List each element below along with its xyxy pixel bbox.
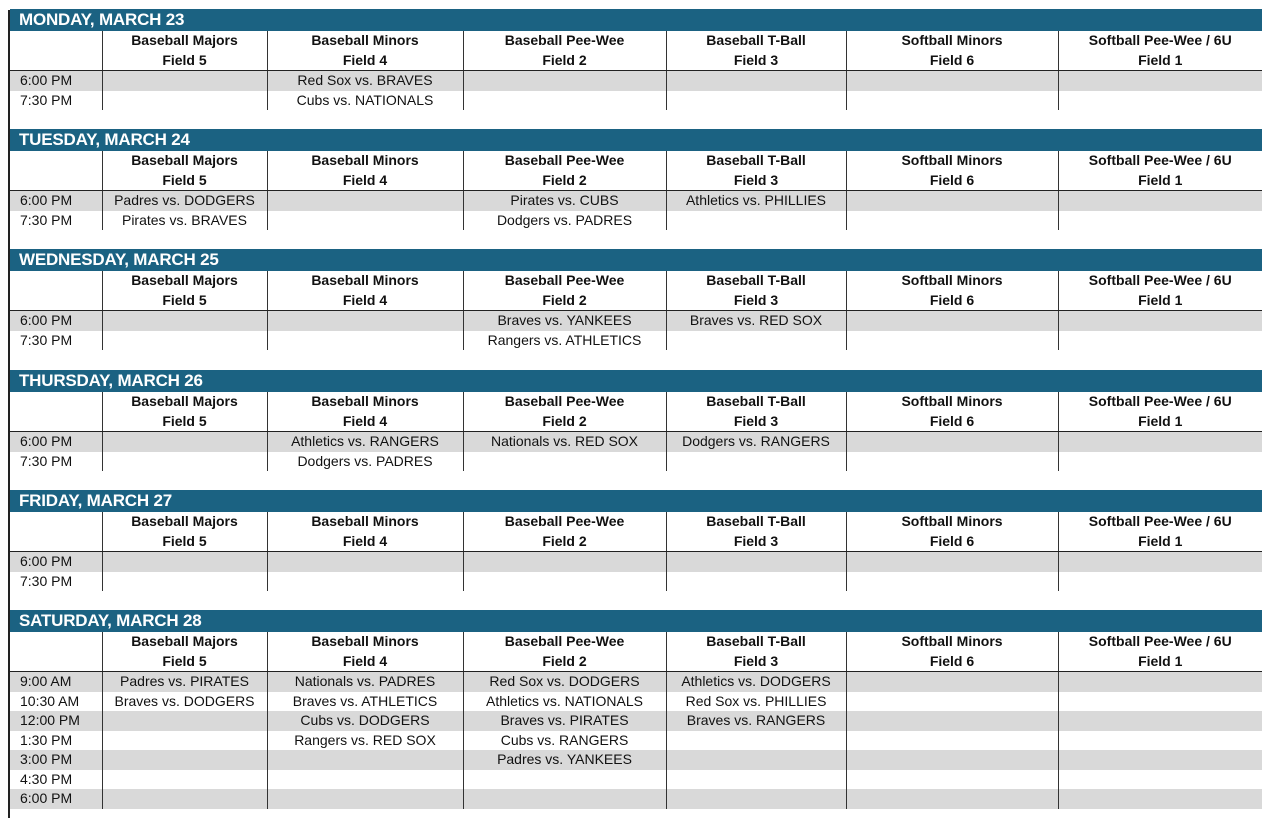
- day-section: [10, 370, 1262, 471]
- column-header: [463, 512, 666, 552]
- time-slot: 6:00 PM: [10, 552, 102, 572]
- division-label: Baseball T-Ball: [706, 633, 806, 649]
- day-spacer: [10, 110, 1262, 129]
- field-label: Field 4: [342, 51, 388, 68]
- time-slot: 9:00 AM: [10, 672, 102, 692]
- time-slot-row: [10, 91, 1262, 111]
- column-header: [666, 271, 846, 311]
- time-slot: 6:00 PM: [10, 311, 102, 331]
- column-header-row: [10, 632, 1262, 672]
- game-cell: [102, 432, 267, 452]
- game-cell: Pirates vs. CUBS: [463, 191, 666, 211]
- column-header-row: [10, 31, 1262, 71]
- division-label: Baseball Pee-Wee: [504, 513, 625, 529]
- game-cell: [1058, 750, 1262, 770]
- column-header: [1058, 632, 1262, 672]
- day-title: FRIDAY, MARCH 27: [10, 490, 1262, 512]
- game-cell: [846, 91, 1058, 111]
- day-title: THURSDAY, MARCH 26: [10, 370, 1262, 392]
- column-header: [846, 151, 1058, 191]
- column-header: [666, 512, 846, 552]
- field-label: Field 1: [1138, 291, 1183, 308]
- game-cell: [666, 71, 846, 91]
- time-slot-row: [10, 432, 1262, 452]
- division-label: Softball Minors: [901, 633, 1003, 649]
- division-label: Baseball T-Ball: [706, 272, 806, 288]
- game-cell: [666, 452, 846, 472]
- game-cell: [846, 71, 1058, 91]
- game-cell: Athletics vs. NATIONALS: [463, 692, 666, 712]
- column-header: [267, 31, 463, 71]
- division-label: Baseball Majors: [131, 633, 238, 649]
- division-label: Baseball Minors: [311, 152, 419, 168]
- day-schedule-table: [10, 392, 1262, 471]
- day-title: WEDNESDAY, MARCH 25: [10, 249, 1262, 271]
- time-slot-row: [10, 311, 1262, 331]
- time-slot-row: [10, 191, 1262, 211]
- column-header: [846, 512, 1058, 552]
- division-label: Softball Pee-Wee / 6U: [1088, 513, 1232, 529]
- game-cell: [1058, 770, 1262, 790]
- field-label: Field 5: [162, 412, 207, 429]
- game-cell: [1058, 572, 1262, 592]
- field-label: Field 2: [542, 412, 587, 429]
- game-cell: Padres vs. PIRATES: [102, 672, 267, 692]
- time-column-header: [10, 632, 102, 672]
- game-cell: [267, 770, 463, 790]
- game-cell: Braves vs. ATHLETICS: [267, 692, 463, 712]
- division-label: Softball Minors: [901, 513, 1003, 529]
- game-cell: Cubs vs. DODGERS: [267, 711, 463, 731]
- time-slot: 1:30 PM: [20, 731, 73, 748]
- game-cell: [463, 71, 666, 91]
- field-label: Field 6: [929, 412, 975, 429]
- time-slot-row: [10, 750, 1262, 770]
- day-schedule-table: [10, 31, 1262, 110]
- game-cell: [1058, 432, 1262, 452]
- field-label: Field 6: [929, 532, 975, 549]
- day-spacer: [10, 230, 1262, 249]
- game-cell: Nationals vs. PADRES: [267, 672, 463, 692]
- field-label: Field 2: [542, 171, 587, 188]
- game-cell: [846, 452, 1058, 472]
- game-cell: [267, 552, 463, 572]
- game-cell: [1058, 452, 1262, 472]
- division-label: Baseball Minors: [311, 272, 419, 288]
- column-header: [1058, 271, 1262, 311]
- column-header: [102, 31, 267, 71]
- game-cell: [102, 711, 267, 731]
- game-cell: [102, 331, 267, 351]
- column-header: [102, 632, 267, 672]
- game-cell: Braves vs. PIRATES: [463, 711, 666, 731]
- day-spacer: [10, 591, 1262, 610]
- division-label: Baseball Minors: [311, 513, 419, 529]
- game-cell: [102, 572, 267, 592]
- game-cell: Dodgers vs. PADRES: [463, 211, 666, 231]
- schedule: [10, 9, 1262, 809]
- division-label: Baseball T-Ball: [706, 152, 806, 168]
- game-cell: Rangers vs. ATHLETICS: [463, 331, 666, 351]
- time-slot-row: [10, 731, 1262, 751]
- game-cell: Red Sox vs. BRAVES: [267, 71, 463, 91]
- division-label: Baseball Pee-Wee: [504, 633, 625, 649]
- time-slot: 12:00 PM: [10, 711, 102, 731]
- field-label: Field 3: [733, 532, 779, 549]
- column-header: [267, 271, 463, 311]
- time-slot: 6:00 PM: [10, 789, 102, 809]
- game-cell: [102, 71, 267, 91]
- column-header-row: [10, 151, 1262, 191]
- game-cell: [267, 211, 463, 231]
- game-cell: Braves vs. RED SOX: [666, 311, 846, 331]
- division-label: Baseball Majors: [131, 152, 238, 168]
- column-header: [463, 392, 666, 432]
- game-cell: Padres vs. DODGERS: [102, 191, 267, 211]
- day-section: [10, 9, 1262, 110]
- field-label: Field 3: [733, 171, 779, 188]
- field-label: Field 6: [929, 171, 975, 188]
- column-header: [666, 632, 846, 672]
- division-label: Softball Minors: [901, 393, 1003, 409]
- game-cell: [846, 191, 1058, 211]
- time-slot: 4:30 PM: [20, 770, 73, 787]
- field-label: Field 2: [542, 51, 587, 68]
- game-cell: [267, 311, 463, 331]
- game-cell: [666, 91, 846, 111]
- game-cell: [1058, 552, 1262, 572]
- division-label: Softball Pee-Wee / 6U: [1088, 633, 1232, 649]
- game-cell: [463, 552, 666, 572]
- field-label: Field 1: [1138, 652, 1183, 669]
- time-slot-row: [10, 770, 1262, 790]
- game-cell: [102, 731, 267, 751]
- division-label: Softball Minors: [901, 152, 1003, 168]
- game-cell: [102, 770, 267, 790]
- game-cell: [267, 191, 463, 211]
- game-cell: [102, 311, 267, 331]
- game-cell: Pirates vs. BRAVES: [102, 211, 267, 231]
- time-slot: 7:30 PM: [20, 211, 73, 228]
- column-header: [1058, 392, 1262, 432]
- division-label: Baseball T-Ball: [706, 513, 806, 529]
- time-slot: 6:00 PM: [10, 432, 102, 452]
- field-label: Field 5: [162, 51, 207, 68]
- day-section: [10, 129, 1262, 230]
- day-spacer: [10, 471, 1262, 490]
- division-label: Baseball Minors: [311, 633, 419, 649]
- time-slot: 10:30 AM: [20, 692, 80, 709]
- time-slot: 7:30 PM: [20, 452, 73, 469]
- game-cell: [666, 770, 846, 790]
- day-schedule-table: [10, 512, 1262, 591]
- game-cell: [267, 789, 463, 809]
- time-slot: 6:00 PM: [10, 191, 102, 211]
- column-header-row: [10, 392, 1262, 432]
- game-cell: [267, 572, 463, 592]
- division-label: Baseball Minors: [311, 32, 419, 48]
- field-label: Field 4: [342, 532, 388, 549]
- field-label: Field 1: [1138, 51, 1183, 68]
- game-cell: [846, 692, 1058, 712]
- game-cell: Athletics vs. DODGERS: [666, 672, 846, 692]
- day-schedule-table: [10, 151, 1262, 230]
- game-cell: [666, 731, 846, 751]
- game-cell: [1058, 711, 1262, 731]
- game-cell: Braves vs. DODGERS: [102, 692, 267, 712]
- field-label: Field 4: [342, 652, 388, 669]
- game-cell: [463, 572, 666, 592]
- division-label: Baseball Majors: [131, 393, 238, 409]
- division-label: Baseball Pee-Wee: [504, 152, 625, 168]
- game-cell: [666, 572, 846, 592]
- time-slot-row: [10, 452, 1262, 472]
- time-column-header: [10, 392, 102, 432]
- game-cell: [463, 452, 666, 472]
- day-section: [10, 249, 1262, 350]
- time-slot-row: [10, 331, 1262, 351]
- field-label: Field 3: [733, 652, 779, 669]
- column-header: [1058, 512, 1262, 552]
- column-header-row: [10, 271, 1262, 311]
- division-label: Baseball T-Ball: [706, 32, 806, 48]
- game-cell: [846, 432, 1058, 452]
- game-cell: [1058, 211, 1262, 231]
- game-cell: [102, 452, 267, 472]
- column-header: [463, 151, 666, 191]
- column-header: [267, 151, 463, 191]
- column-header: [267, 392, 463, 432]
- field-label: Field 4: [342, 171, 388, 188]
- game-cell: [1058, 71, 1262, 91]
- time-slot: 7:30 PM: [20, 331, 73, 348]
- game-cell: [846, 672, 1058, 692]
- game-cell: [102, 552, 267, 572]
- time-slot-row: [10, 552, 1262, 572]
- game-cell: [846, 331, 1058, 351]
- game-cell: [102, 750, 267, 770]
- division-label: Baseball Majors: [131, 32, 238, 48]
- game-cell: [666, 331, 846, 351]
- column-header: [846, 632, 1058, 672]
- field-label: Field 5: [162, 652, 207, 669]
- column-header: [463, 632, 666, 672]
- column-header: [102, 271, 267, 311]
- field-label: Field 2: [542, 532, 587, 549]
- game-cell: [102, 91, 267, 111]
- game-cell: [1058, 311, 1262, 331]
- division-label: Softball Pee-Wee / 6U: [1088, 32, 1232, 48]
- game-cell: Dodgers vs. RANGERS: [666, 432, 846, 452]
- time-column-header: [10, 512, 102, 552]
- game-cell: Dodgers vs. PADRES: [267, 452, 463, 472]
- division-label: Softball Pee-Wee / 6U: [1088, 272, 1232, 288]
- game-cell: [267, 750, 463, 770]
- field-label: Field 1: [1138, 171, 1183, 188]
- game-cell: [102, 789, 267, 809]
- division-label: Baseball Pee-Wee: [504, 393, 625, 409]
- game-cell: Rangers vs. RED SOX: [267, 731, 463, 751]
- division-label: Baseball Minors: [311, 393, 419, 409]
- column-header: [846, 271, 1058, 311]
- day-section: [10, 610, 1262, 809]
- column-header: [267, 632, 463, 672]
- division-label: Softball Pee-Wee / 6U: [1088, 393, 1232, 409]
- day-spacer: [10, 350, 1262, 370]
- time-slot-row: [10, 711, 1262, 731]
- time-column-header: [10, 151, 102, 191]
- time-slot: 3:00 PM: [10, 750, 102, 770]
- time-slot-row: [10, 672, 1262, 692]
- time-slot: 7:30 PM: [20, 91, 73, 108]
- field-label: Field 6: [929, 51, 975, 68]
- column-header: [102, 392, 267, 432]
- game-cell: [1058, 731, 1262, 751]
- field-label: Field 5: [162, 291, 207, 308]
- time-slot-row: [10, 211, 1262, 231]
- day-title: SATURDAY, MARCH 28: [10, 610, 1262, 632]
- division-label: Baseball Majors: [131, 272, 238, 288]
- field-label: Field 5: [162, 532, 207, 549]
- game-cell: Red Sox vs. DODGERS: [463, 672, 666, 692]
- division-label: Baseball Majors: [131, 513, 238, 529]
- column-header: [463, 271, 666, 311]
- game-cell: [1058, 191, 1262, 211]
- time-slot-row: [10, 71, 1262, 91]
- column-header: [102, 512, 267, 552]
- game-cell: [846, 311, 1058, 331]
- division-label: Baseball Pee-Wee: [504, 272, 625, 288]
- game-cell: [463, 789, 666, 809]
- game-cell: [666, 552, 846, 572]
- column-header: [846, 31, 1058, 71]
- game-cell: [846, 711, 1058, 731]
- game-cell: [1058, 789, 1262, 809]
- division-label: Softball Pee-Wee / 6U: [1088, 152, 1232, 168]
- time-slot: 6:00 PM: [10, 71, 102, 91]
- column-header: [666, 392, 846, 432]
- field-label: Field 3: [733, 412, 779, 429]
- day-section: [10, 490, 1262, 591]
- column-header: [463, 31, 666, 71]
- game-cell: [846, 750, 1058, 770]
- game-cell: [846, 731, 1058, 751]
- game-cell: [267, 331, 463, 351]
- day-title: TUESDAY, MARCH 24: [10, 129, 1262, 151]
- game-cell: [463, 91, 666, 111]
- game-cell: [1058, 331, 1262, 351]
- field-label: Field 2: [542, 291, 587, 308]
- field-label: Field 6: [929, 291, 975, 308]
- game-cell: Braves vs. RANGERS: [666, 711, 846, 731]
- game-cell: Padres vs. YANKEES: [463, 750, 666, 770]
- column-header: [267, 512, 463, 552]
- time-column-header: [10, 271, 102, 311]
- time-slot: 7:30 PM: [20, 572, 73, 589]
- game-cell: Athletics vs. PHILLIES: [666, 191, 846, 211]
- column-header-row: [10, 512, 1262, 552]
- game-cell: [1058, 692, 1262, 712]
- field-label: Field 4: [342, 291, 388, 308]
- field-label: Field 1: [1138, 412, 1183, 429]
- column-header: [666, 31, 846, 71]
- game-cell: [846, 211, 1058, 231]
- game-cell: Cubs vs. RANGERS: [463, 731, 666, 751]
- field-label: Field 5: [162, 171, 207, 188]
- field-label: Field 2: [542, 652, 587, 669]
- game-cell: Cubs vs. NATIONALS: [267, 91, 463, 111]
- game-cell: Athletics vs. RANGERS: [267, 432, 463, 452]
- day-title: MONDAY, MARCH 23: [10, 9, 1262, 31]
- game-cell: [463, 770, 666, 790]
- game-cell: Nationals vs. RED SOX: [463, 432, 666, 452]
- game-cell: [846, 789, 1058, 809]
- game-cell: [846, 552, 1058, 572]
- division-label: Softball Minors: [901, 32, 1003, 48]
- game-cell: [666, 750, 846, 770]
- time-slot-row: [10, 789, 1262, 809]
- day-schedule-table: [10, 632, 1262, 809]
- division-label: Baseball T-Ball: [706, 393, 806, 409]
- game-cell: [846, 572, 1058, 592]
- game-cell: Braves vs. YANKEES: [463, 311, 666, 331]
- column-header: [666, 151, 846, 191]
- field-label: Field 6: [929, 652, 975, 669]
- game-cell: [1058, 91, 1262, 111]
- time-slot-row: [10, 692, 1262, 712]
- division-label: Baseball Pee-Wee: [504, 32, 625, 48]
- game-cell: [666, 211, 846, 231]
- column-header: [846, 392, 1058, 432]
- game-cell: [846, 770, 1058, 790]
- time-slot-row: [10, 572, 1262, 592]
- column-header: [102, 151, 267, 191]
- column-header: [1058, 31, 1262, 71]
- game-cell: Red Sox vs. PHILLIES: [666, 692, 846, 712]
- time-column-header: [10, 31, 102, 71]
- day-schedule-table: [10, 271, 1262, 350]
- column-header: [1058, 151, 1262, 191]
- field-label: Field 3: [733, 51, 779, 68]
- division-label: Softball Minors: [901, 272, 1003, 288]
- field-label: Field 4: [342, 412, 388, 429]
- field-label: Field 1: [1138, 532, 1183, 549]
- game-cell: [666, 789, 846, 809]
- game-cell: [1058, 672, 1262, 692]
- field-label: Field 3: [733, 291, 779, 308]
